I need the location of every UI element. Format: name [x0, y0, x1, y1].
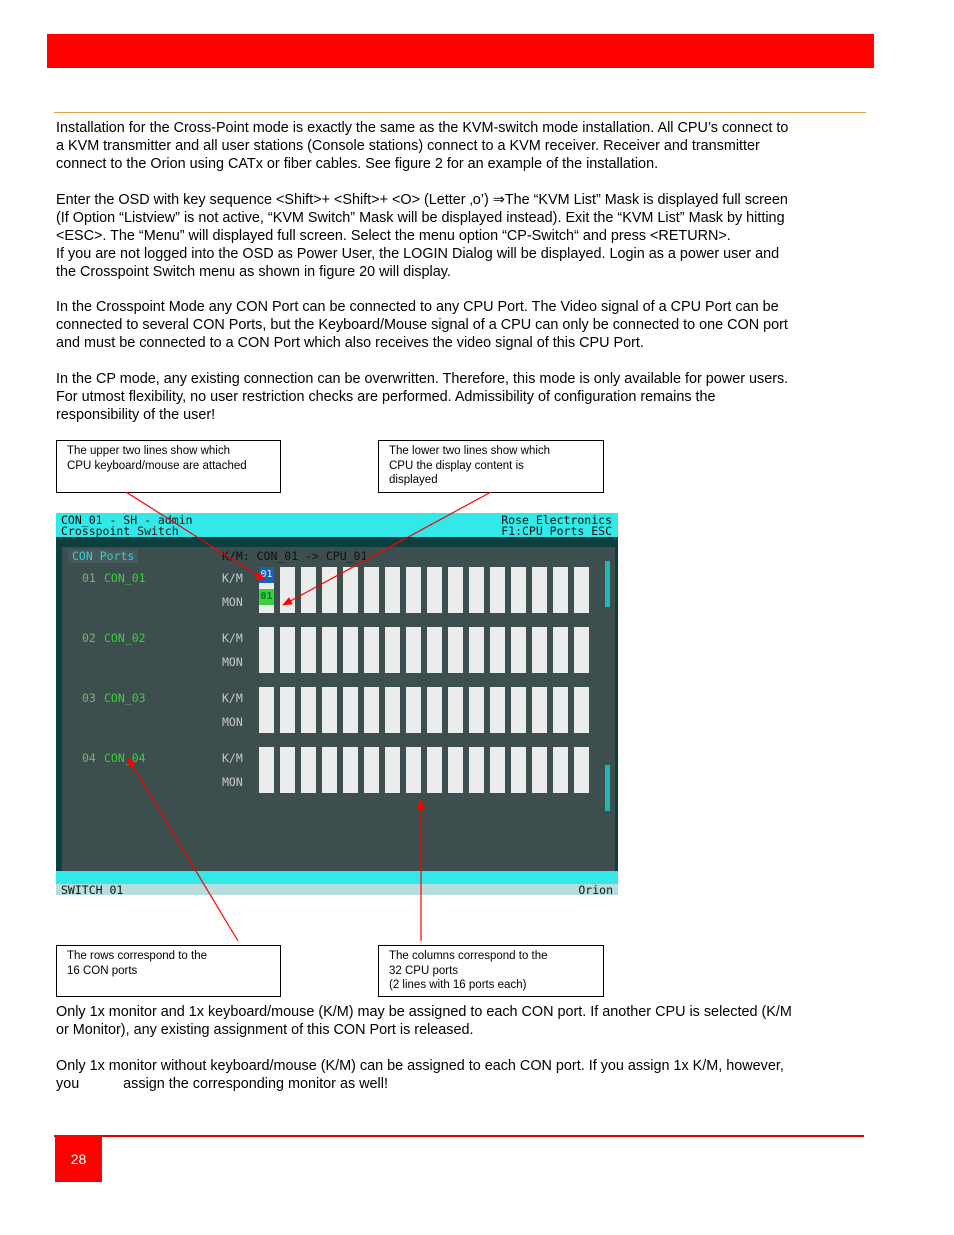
mon-label: MON: [222, 775, 243, 789]
km-label: K/M: [222, 691, 243, 705]
con-port-number: 03: [82, 691, 96, 705]
con-port-number: 01: [82, 571, 96, 585]
paragraph-monitor-rule: Only 1x monitor without keyboard/mouse (K/M) can be assigned to each CON port. If you assign 1x K/M, however, you assign the corresponding monitor as well!: [56, 1058, 784, 1092]
osd-footer-right: Orion: [578, 883, 613, 895]
paragraph-installation: Installation for the Cross-Point mode is exactly the same as the KVM-switch mode installation. All CPU’s connect to a KVM transmitter and all user stations (Console stations) connect to a KVM receiver. Receiver and transmitter connect to the Orion using CATx or fiber cables. See figure 2 for an example of the installation.: [56, 120, 789, 172]
osd-panel-title: CON Ports: [68, 549, 138, 563]
paragraph-assignment-rule: Only 1x monitor and 1x keyboard/mouse (K/M) may be assigned to each CON port. If another CPU is selected (K/M or Monitor), any existing assignment of this CON Port is released.: [56, 1004, 792, 1038]
km-label: K/M: [222, 631, 243, 645]
mon-selected-cpu[interactable]: 01: [259, 589, 274, 605]
arrow-upper-lines: [126, 492, 265, 580]
paragraph-crosspoint-mode: In the Crosspoint Mode any CON Port can be connected to any CPU Port. The Video signal of a CPU Port can be connected to several CON Ports, but the Keyboard/Mouse signal of a CPU can only be connected to one CON port and must be connected to a CON Port which also receives the video signal of this CPU Port.: [56, 299, 788, 351]
con-port-number: 04: [82, 751, 96, 765]
con-port-name[interactable]: CON_03: [104, 691, 146, 705]
km-label: K/M: [222, 751, 243, 765]
footer-rule: [54, 1135, 864, 1137]
osd-header-right: Rose Electronics: [501, 513, 612, 527]
page-number: 28: [55, 1135, 102, 1182]
arrow-rows: [128, 758, 238, 941]
km-label: K/M: [222, 571, 243, 585]
osd-hotkeys: F1:CPU Ports ESC: [501, 524, 612, 538]
con-port-name[interactable]: CON_01: [104, 571, 146, 585]
mon-label: MON: [222, 655, 243, 669]
mon-label: MON: [222, 715, 243, 729]
paragraph-osd-entry: Enter the OSD with key sequence <Shift>+ <Shift>+ <O> (Letter ‚o’) ⇒The “KVM List” Mask is displayed full screen (If Option “Listview” is not active, “KVM Switch” Mask will be displayed instead). Exit the “KVM List” Mask by hitting <ESC>. The “Menu” will displayed full screen. Select the menu option “CP-Switch“ and press <RETURN>. If you are not logged into the OSD as Power User, the LOGIN Dialog will be displayed. Login as a power user and the Crosspoint Switch menu as shown in figure 20 will display.: [56, 192, 788, 280]
con-port-name[interactable]: CON_02: [104, 631, 146, 645]
callout-rows: The rows correspond to the 16 CON ports: [56, 945, 281, 997]
callout-columns: The columns correspond to the 32 CPU ports (2 lines with 16 ports each): [378, 945, 604, 997]
osd-km-header: K/M: CON_01 -> CPU_01: [222, 549, 368, 563]
paragraph-cp-mode: In the CP mode, any existing connection can be overwritten. Therefore, this mode is only available for power users. For utmost flexibility, no user restriction checks are performed. Admissibility of configuration remains the responsibility of the user!: [56, 371, 789, 423]
callout-upper-lines: The upper two lines show which CPU keyboard/mouse are attached: [56, 440, 281, 493]
con-port-number: 02: [82, 631, 96, 645]
osd-footer-left: SWITCH 01: [61, 883, 124, 895]
callout-lower-lines: The lower two lines show which CPU the display content is displayed: [378, 440, 604, 493]
km-selected-cpu[interactable]: 01: [259, 567, 274, 583]
mon-label: MON: [222, 595, 243, 609]
con-port-name[interactable]: CON_04: [104, 751, 146, 765]
osd-menu-title: Crosspoint Switch: [61, 524, 179, 538]
arrow-lower-lines: [283, 492, 491, 605]
osd-header-left: CON_01 - SH - admin: [61, 513, 193, 527]
